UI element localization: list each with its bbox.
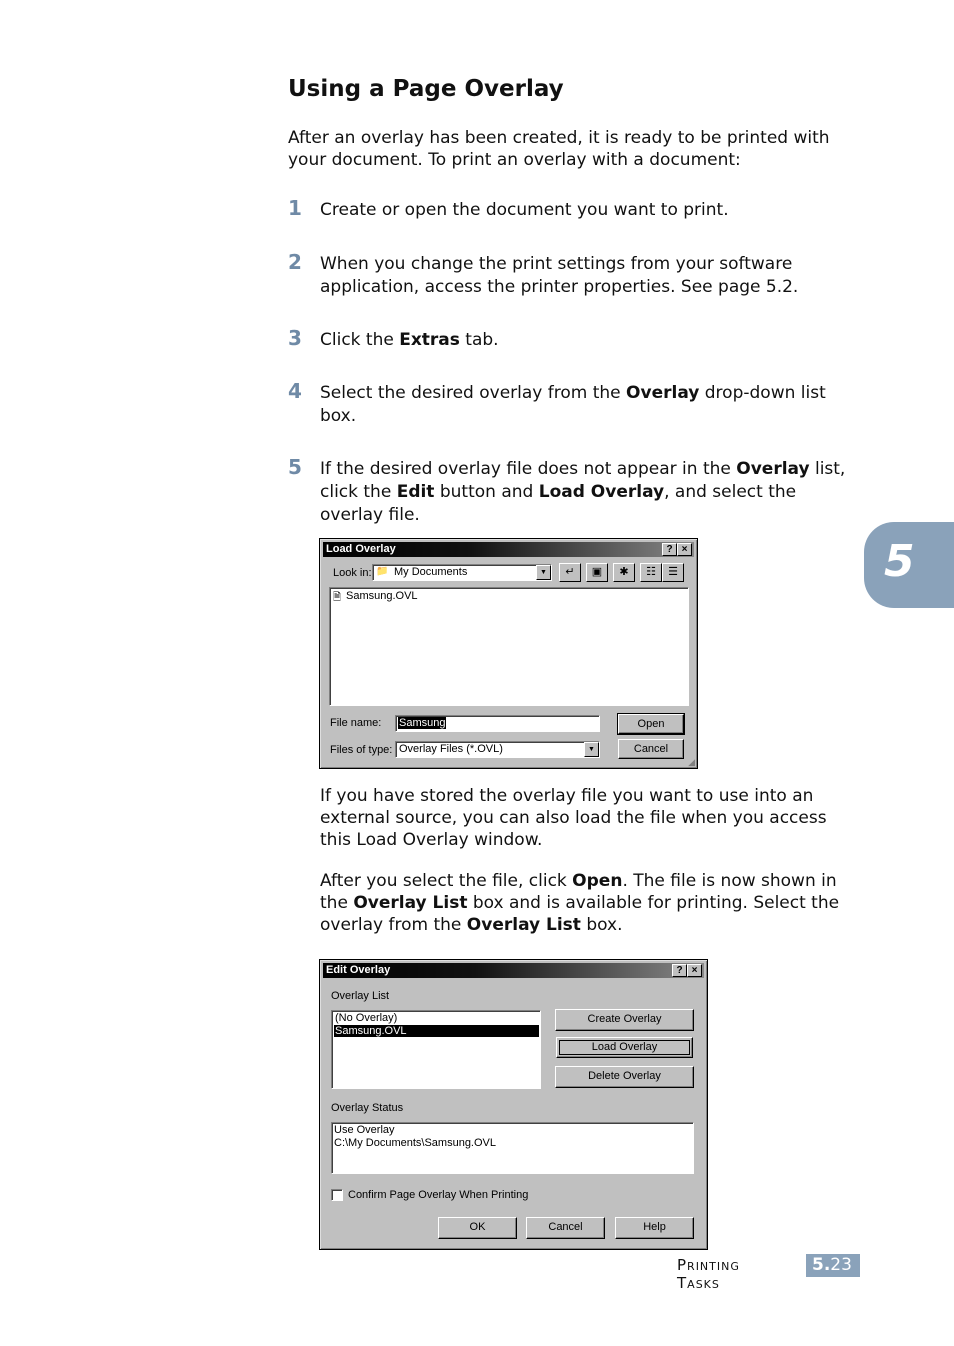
step-text: If the desired overlay file does not appear in the Overlay list, click the Edit button and Load Overlay, and select the overlay file. <box>320 459 846 525</box>
file-list[interactable] <box>329 587 689 706</box>
list-item[interactable]: (No Overlay) <box>335 1012 398 1024</box>
files-of-type-label: Files of type: <box>330 744 393 756</box>
step-text: Create or open the document you want to print. <box>320 200 729 220</box>
dialog-titlebar <box>323 542 694 557</box>
step-number: 5 <box>288 455 302 479</box>
help-button[interactable]: Help <box>615 1217 694 1239</box>
list-item[interactable]: Samsung.OVL <box>334 1025 539 1037</box>
help-icon[interactable]: ? <box>662 543 677 556</box>
overlay-list-label: Overlay List <box>331 990 390 1002</box>
step-number: 3 <box>288 326 302 350</box>
after-select-paragraph: After you select the file, click Open. The file is now shown in the Overlay List box and is available for printing. Select the overlay from the Overlay List box. <box>320 871 840 935</box>
chapter-tab <box>864 522 954 608</box>
status-line: Use Overlay <box>334 1124 395 1136</box>
cancel-button[interactable]: Cancel <box>618 739 684 759</box>
folder-icon: 📁 <box>376 566 389 577</box>
details-view-icon[interactable]: ☰ <box>662 563 684 582</box>
new-folder-icon[interactable]: ✱ <box>613 563 635 582</box>
look-in-select[interactable] <box>372 564 552 581</box>
ok-button[interactable]: OK <box>438 1217 517 1239</box>
file-name-label: File name: <box>330 717 382 729</box>
look-in-value: My Documents <box>394 566 468 578</box>
overlay-status-label: Overlay Status <box>331 1102 404 1114</box>
files-of-type-value: Overlay Files (*.OVL) <box>399 743 503 755</box>
files-of-type-select[interactable] <box>395 741 600 758</box>
footer-section: Printing Tasks <box>677 1256 740 1292</box>
desktop-icon[interactable]: ▣ <box>586 563 608 582</box>
dialog-title: Load Overlay <box>326 543 396 555</box>
list-view-icon[interactable]: ☷ <box>640 563 662 582</box>
create-overlay-button[interactable]: Create Overlay <box>555 1009 694 1031</box>
step-text: When you change the print settings from your software application, access the printer properties. See page 5.2. <box>320 254 799 297</box>
resize-grip-icon[interactable]: ◢ <box>688 757 695 767</box>
external-source-paragraph: If you have stored the overlay file you want to use into an external source, you can also load the file when you access this Load Overlay window. <box>320 786 827 850</box>
open-button[interactable]: Open <box>618 714 684 734</box>
chevron-down-icon[interactable]: ▼ <box>536 565 551 580</box>
up-folder-icon[interactable]: ↵ <box>559 563 581 582</box>
edit-overlay-dialog <box>319 959 708 1250</box>
file-icon: 🗎 <box>333 592 342 603</box>
page-number: 5.23 <box>806 1254 860 1277</box>
step-number: 2 <box>288 250 302 274</box>
chapter-number: 5 <box>884 536 915 587</box>
step-text: Select the desired overlay from the Overlay drop-down list box. <box>320 383 826 426</box>
step-number: 1 <box>288 196 302 220</box>
step-text: Click the Extras tab. <box>320 330 499 350</box>
dialog-titlebar <box>323 963 704 978</box>
file-name-input[interactable] <box>395 715 600 732</box>
page-title: Using a Page Overlay <box>288 76 564 102</box>
overlay-list[interactable] <box>331 1010 541 1089</box>
status-line: C:\My Documents\Samsung.OVL <box>334 1137 497 1149</box>
confirm-checkbox[interactable] <box>331 1189 343 1201</box>
overlay-status-box <box>331 1122 694 1174</box>
delete-overlay-button[interactable]: Delete Overlay <box>555 1066 694 1088</box>
confirm-checkbox-label: Confirm Page Overlay When Printing <box>348 1189 529 1201</box>
intro-paragraph: After an overlay has been created, it is ready to be printed with your document. To print an overlay with a document: <box>288 128 830 170</box>
load-overlay-button[interactable]: Load Overlay <box>556 1037 693 1058</box>
close-icon[interactable]: × <box>677 543 692 556</box>
load-overlay-dialog <box>319 538 698 769</box>
close-icon[interactable]: × <box>687 964 702 977</box>
file-item[interactable]: Samsung.OVL <box>346 590 418 602</box>
step-number: 4 <box>288 379 302 403</box>
help-icon[interactable]: ? <box>672 964 687 977</box>
file-name-value: Samsung <box>399 717 446 729</box>
cancel-button[interactable]: Cancel <box>526 1217 605 1239</box>
chevron-down-icon[interactable]: ▼ <box>584 742 599 757</box>
dialog-title: Edit Overlay <box>326 964 391 976</box>
look-in-label: Look in: <box>333 567 372 579</box>
